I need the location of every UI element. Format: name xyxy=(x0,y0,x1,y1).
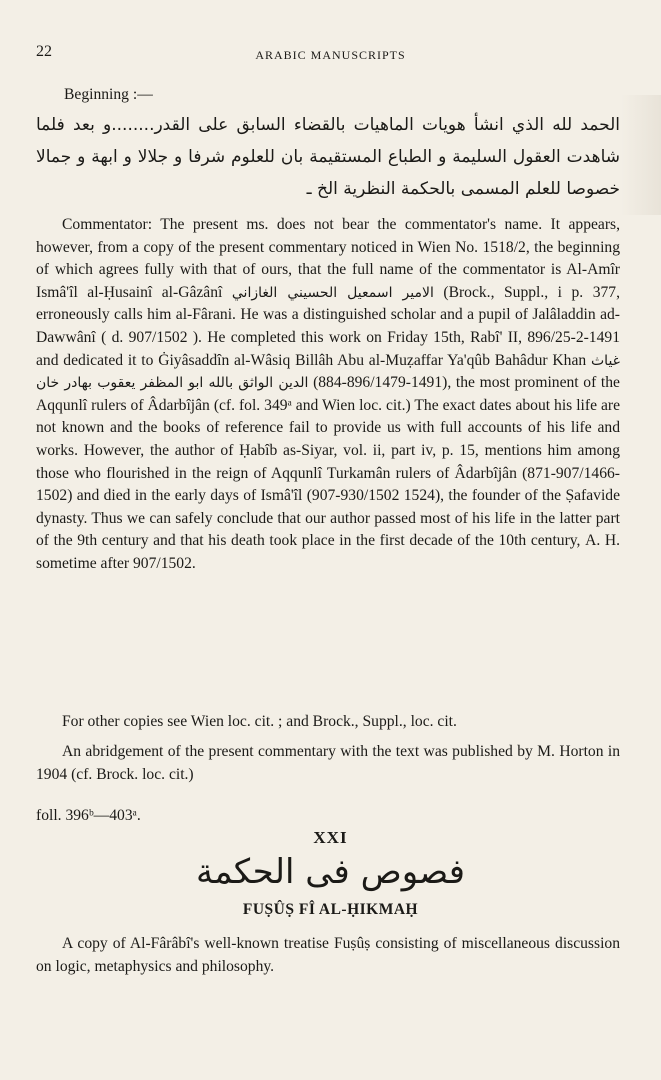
page-shadow xyxy=(621,95,661,215)
arabic-entry-title: فصوص فى الحكمة xyxy=(195,852,466,892)
commentator-section xyxy=(36,214,620,576)
arabic-incipit-line-3: خصوصا للعلم المسمى بالحكمة النظرية الخ ـ xyxy=(306,179,620,199)
entry-description: A copy of Al-Fârâbî's well-known treatise Fuṣûṣ consisting of miscellaneous discussion on logic, metaphysics and philosophy. xyxy=(36,935,620,975)
folio-range: foll. 396ᵇ—403ᵃ. xyxy=(36,807,141,824)
entry-number: XXI xyxy=(313,828,348,847)
latin-entry-title: FUṢÛṢ FÎ AL-ḤIKMAḤ xyxy=(242,901,419,918)
commentator-paragraph xyxy=(36,214,620,576)
commentator-text-4: sometime after 907/1502. xyxy=(36,554,196,572)
other-copies-paragraph: For other copies see Wien loc. cit. ; and Brock., Suppl., loc. cit. xyxy=(62,713,457,730)
other-copies-section xyxy=(36,711,620,734)
abridgement-section xyxy=(36,741,620,786)
beginning-label: Beginning :— xyxy=(64,86,153,103)
abridgement-paragraph: An abridgement of the present commentary with the text was published by M. Horton in 1904 (cf. Brock. loc. cit.) xyxy=(36,743,620,783)
page-number: 22 xyxy=(36,43,52,60)
entry-description-section xyxy=(36,933,620,978)
commentator-text-2: (Brock., Suppl., i p. 377, erroneously calls him al-Fârani. He was a distinguished scholar and a pupil of Jalâladdin ad-Dawwânî ( d. 907/1502 ). He completed this work on Friday 15th, Rabî' II, 896/25-2-1491 and dedicated it to Ġiyâsaddîn al-Wâsiq Billâh Abu al-Muẓaffar Ya'qûb Bahâdur Khan xyxy=(36,283,621,369)
era-abbreviation: A. H. xyxy=(585,532,621,550)
arabic-commentator-name: الامير اسمعيل الحسيني الغازاني xyxy=(231,284,434,301)
arabic-incipit-line-1: الحمد لله الذي انشأ هويات الماهيات بالقضاء السابق على القدر........و بعد فلما xyxy=(36,115,620,135)
arabic-incipit-line-2: شاهدت العقول السليمة و الطباع المستقيمة بان للعلوم شرفا و جلالا و ابهة و جمالا xyxy=(36,147,620,167)
commentator-text-1: Commentator: The present ms. does not bear the commentator's name. It appears, however, from a copy of the present commentary noticed in Wien No. 1518/2, the beginning of which agrees fully with that of ours, that the full name of the commentator is Al-Amîr Ismâ'îl al-Ḥusainî al-Gâzânî xyxy=(36,216,620,301)
arabic-dedicatee-name: غياث الدين الواثق بالله ابو المظفر يعقوب بهادر خان xyxy=(36,352,620,392)
commentator-text-3: (884-896/1479-1491), the most prominent of the Aqqunlî rulers of Âdarbîjân (cf. fol. 349ᵃ and Wien loc. cit.) The exact dates about his life are not known and the books of reference fail to provide us with full accounts of his life and works. However, the author of Ḥabîb as-Siyar, vol. ii, part iv, p. 15, mentions him among those who flourished in the reign of Aqqunlî Turkamân rulers of Âdarbîjân (871-907/1466-1502) and died in the early days of Ismâ'îl (907-930/1502 1524), the founder of the Ṣafavide dynasty. Thus we can safely conclude that our author passed most of his life in the latter part of the 9th century and that his death took place in the first decade of the 10th century, xyxy=(36,374,620,550)
running-head: ARABIC MANUSCRIPTS xyxy=(255,48,406,62)
